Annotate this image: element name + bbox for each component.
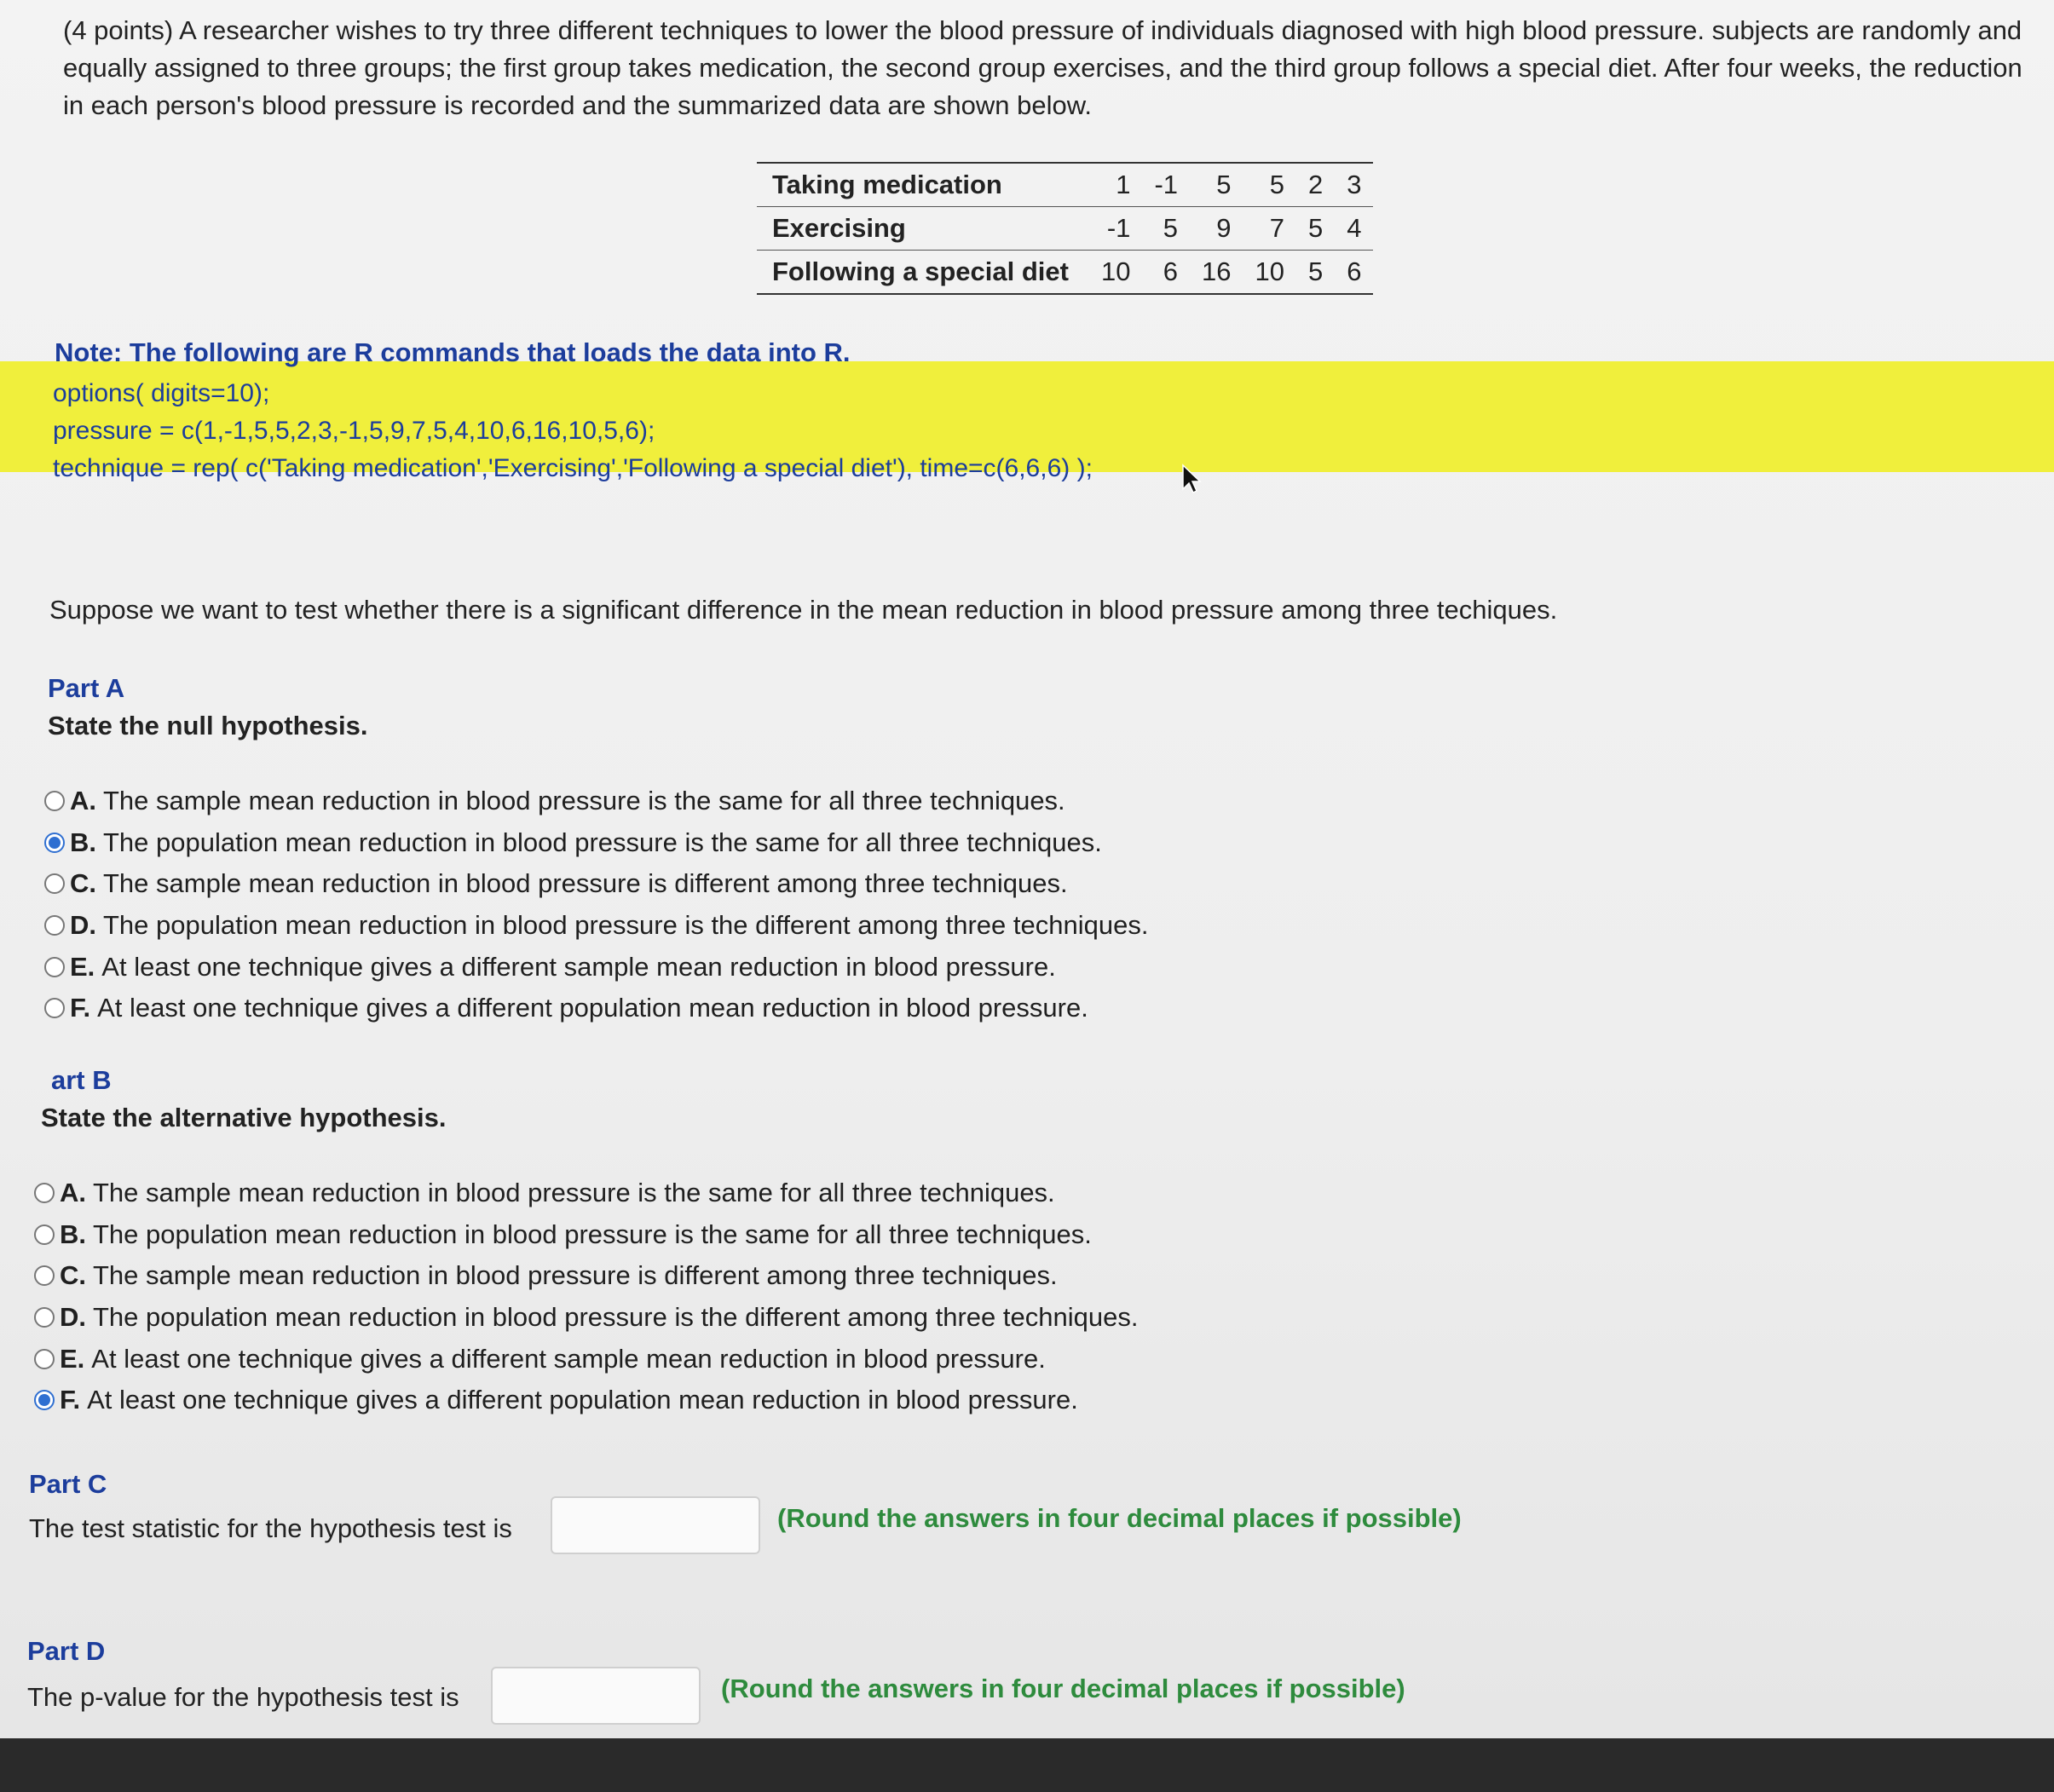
question-intro: (4 points) A researcher wishes to try three different techniques to lower the blood pressure of individuals diagnosed with high blood pressure. subjects are randomly and equally assigned to three groups; the first group takes medication, the second group exercises, and the third group follows a special diet. After four weeks, the reduction in each person's blood pressure is recorded and the summarized data are shown below. (63, 15, 2022, 120)
option-text: The sample mean reduction in blood pressure is the same for all three techniques. (103, 786, 1065, 816)
r-code-line: options( digits=10); (53, 379, 270, 407)
option-letter: C. (60, 1260, 86, 1291)
part-a-title: Part A (48, 673, 125, 703)
part-a-option-e[interactable] (44, 946, 1148, 988)
option-text: The sample mean reduction in blood pressure is different among three techniques. (103, 868, 1068, 899)
radio-button[interactable] (34, 1307, 55, 1328)
table-row (757, 251, 1373, 295)
part-a-option-a[interactable] (44, 781, 1148, 822)
radio-button[interactable] (34, 1265, 55, 1286)
option-text: At least one technique gives a different population mean reduction in blood pressure. (97, 993, 1088, 1023)
radio-button[interactable] (34, 1224, 55, 1245)
table-cell: 16 (1202, 256, 1232, 286)
table-cell: 5 (1307, 256, 1324, 286)
table-cell: 5 (1296, 207, 1335, 251)
table-cell: 3 (1335, 163, 1373, 207)
part-a-option-f[interactable] (44, 988, 1148, 1029)
test-statistic-input[interactable] (551, 1496, 760, 1554)
table-cell: 10 (1100, 256, 1131, 286)
option-text: The sample mean reduction in blood pressure is different among three techniques. (93, 1260, 1058, 1291)
part-c-round-note: (Round the answers in four decimal places if possible) (777, 1503, 1462, 1533)
table-cell: 6 (1347, 256, 1362, 286)
radio-button[interactable] (34, 1390, 55, 1410)
option-letter: A. (70, 786, 96, 816)
part-d-round-note: (Round the answers in four decimal places if possible) (721, 1674, 1405, 1703)
p-value-input[interactable] (491, 1667, 701, 1725)
option-text: At least one technique gives a different sample mean reduction in blood pressure. (91, 1343, 1046, 1374)
r-code-line: pressure = c(1,-1,5,5,2,3,-1,5,9,7,5,4,10,6,16,10,5,6); (53, 417, 655, 445)
option-letter: F. (60, 1385, 81, 1415)
option-letter: C. (70, 868, 96, 899)
part-b-option-a[interactable] (34, 1173, 1138, 1214)
option-letter: D. (60, 1302, 86, 1333)
radio-button[interactable] (44, 833, 65, 853)
radio-button[interactable] (34, 1349, 55, 1369)
part-b-question: State the alternative hypothesis. (41, 1103, 447, 1132)
table-row-label: Exercising (757, 207, 1089, 251)
table-row (757, 207, 1373, 251)
table-cell: 6 (1163, 256, 1179, 286)
data-table (757, 162, 1373, 295)
table-row-label: Following a special diet (772, 256, 1069, 286)
option-letter: B. (60, 1219, 86, 1249)
mouse-pointer-icon (1181, 464, 1202, 494)
radio-button[interactable] (44, 873, 65, 894)
option-text: The population mean reduction in blood pressure is the different among three techniques. (93, 1302, 1139, 1333)
part-b-options (34, 1173, 1138, 1421)
table-cell: 5 (1142, 207, 1190, 251)
table-cell: 5 (1243, 163, 1296, 207)
option-letter: F. (70, 993, 91, 1023)
part-a-option-d[interactable] (44, 905, 1148, 947)
table-cell: 9 (1190, 207, 1243, 251)
table-cell: 2 (1296, 163, 1335, 207)
table-cell: -1 (1089, 207, 1142, 251)
option-text: The population mean reduction in blood pressure is the same for all three techniques. (93, 1219, 1092, 1249)
radio-button[interactable] (44, 915, 65, 936)
part-b-title: art B (51, 1065, 112, 1095)
radio-button[interactable] (34, 1183, 55, 1203)
option-letter: A. (60, 1178, 86, 1208)
test-description: Suppose we want to test whether there is a significant difference in the mean reduction in blood pressure among three techiques. (49, 595, 1558, 625)
part-b-option-f[interactable] (34, 1380, 1138, 1421)
radio-button[interactable] (44, 957, 65, 977)
table-cell: 10 (1255, 256, 1284, 286)
radio-button[interactable] (44, 998, 65, 1018)
part-d-label: The p-value for the hypothesis test is (27, 1682, 459, 1712)
part-b-option-e[interactable] (34, 1338, 1138, 1380)
table-cell: 4 (1335, 207, 1373, 251)
part-b-option-d[interactable] (34, 1297, 1138, 1339)
part-a-option-c[interactable] (44, 863, 1148, 905)
part-a-option-b[interactable] (44, 822, 1148, 864)
option-letter: B. (70, 827, 96, 857)
radio-button[interactable] (44, 791, 65, 811)
option-text: At least one technique gives a different population mean reduction in blood pressure. (87, 1385, 1078, 1415)
table-cell: 7 (1243, 207, 1296, 251)
option-text: The population mean reduction in blood pressure is the different among three techniques. (103, 910, 1149, 941)
r-note-heading: Note: The following are R commands that loads the data into R. (55, 337, 851, 367)
option-text: The population mean reduction in blood pressure is the same for all three techniques. (103, 827, 1102, 857)
table-cell: 5 (1190, 163, 1243, 207)
option-text: The sample mean reduction in blood pressure is the same for all three techniques. (93, 1178, 1055, 1208)
part-a-options (44, 781, 1148, 1029)
r-code-block (53, 375, 1093, 487)
option-letter: E. (70, 951, 95, 982)
r-code-line: technique = rep( c('Taking medication','Exercising','Following a special diet'), time=c(6,6,6) ); (53, 454, 1093, 482)
part-a-question: State the null hypothesis. (48, 711, 368, 740)
part-c-label: The test statistic for the hypothesis test is (29, 1513, 512, 1543)
part-b-option-c[interactable] (34, 1255, 1138, 1297)
table-cell: 1 (1089, 163, 1142, 207)
part-d-title: Part D (27, 1636, 106, 1666)
option-letter: D. (70, 910, 96, 941)
option-letter: E. (60, 1343, 85, 1374)
table-cell: -1 (1142, 163, 1190, 207)
option-text: At least one technique gives a different sample mean reduction in blood pressure. (101, 951, 1056, 982)
part-c-title: Part C (29, 1469, 107, 1499)
table-row-label: Taking medication (757, 163, 1089, 207)
part-b-option-b[interactable] (34, 1214, 1138, 1256)
table-row (757, 163, 1373, 207)
screen-bottom-edge (0, 1738, 2054, 1792)
